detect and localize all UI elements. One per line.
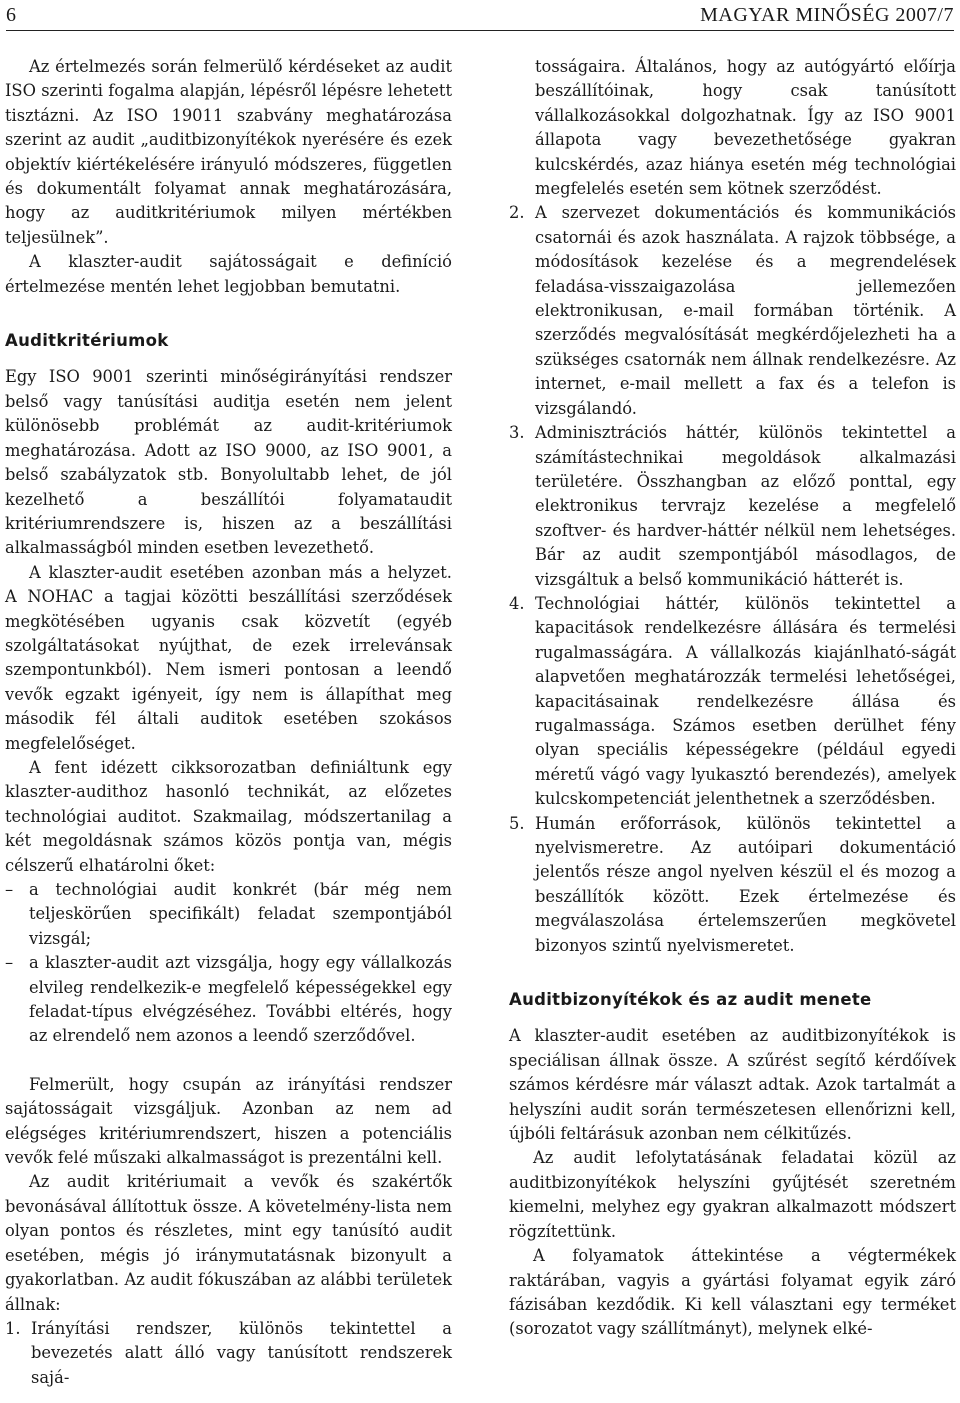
numbered-list-item [509,421,956,592]
list-number: 2. [509,203,525,223]
paragraph: A folyamatok áttekintése a végtermékek raktárában, vagyis a gyártási folyamat egyik záró fázisában kezdődik. Ki kell választani egy terméket (sorozatot vagy szállítmányt), melynek elké- [509,1246,956,1339]
list-item-text: Adminisztrációs háttér, különös tekintettel a számítástechnikai megoldások alkalmazási területére. Összhangban az előző ponttal, egy elektronikus tervrajz kezelése a megfelelő szoftver- és hardver-háttér nélkül nem lehetséges. Bár az audit szempontjából másodlagos, de vizsgáltuk a belső kommunikáció hátterét is. [535,423,956,589]
section-heading: Auditbizonyítékok és az audit menete [509,990,872,1010]
paragraph: A klaszter-audit esetében az auditbizonyítékok is speciálisan állnak össze. A szűrést segítő kérdőívek számos kérdésre már választ adtak. Azok tartalmát a helyszíni audit során természetesen ellenőrizni kell, újbóli feltárásuk azonban nem célkitűzés. [509,1026,956,1144]
list-item-text: Technológiai háttér, különös tekintettel a kapacitások rendelkezésre állására és termelési rugalmasságára. A vállalkozás kiajánlható-ságát alapvetően meghatározzák termelési lehetőségei, kapacitásainak rendelkezésre állása és rugalmassága. Számos esetben derülhet fény olyan speciális képességekre (például egyedi méretű vágó vagy lyukasztó berendezés), amelyek kulcskompetenciát jelenthetnek a szerződésben. [535,593,956,809]
list-item-text: Irányítási rendszer, különös tekintettel a bevezetés alatt álló vagy tanúsított rendszerek sajá- [31,1318,452,1387]
page-number: 6 [6,4,16,26]
list-item-text: A szervezet dokumentációs és kommunikációs csatornái és azok használata. A rajzok többsége, a módosítások kezelése és a megrendelések feladása-visszaigazolása jellemezően elektronikusan, e-mail formában történik. A szerződés megvalósítását megkérdőjelezheti ha a szükséges csatornák nem állnak rendelkezésre. Az internet, e-mail mellett a fax és a telefon is vizsgálandó. [535,203,956,418]
paragraph: Az audit kritériumait a vevők és szakértők bevonásával állítottuk össze. A követelmény-lista nem olyan pontos és részletes, mint egy tanúsító audit esetében, mégis jó iránymutatásnak bizonyult a gyakorlatban. Az audit fókuszában az alábbi területek állnak: [5,1172,452,1314]
dash-item-text: a technológiai audit konkrét (bár még nem teljeskörűen specifikált) feladat szempontjából vizsgál; [29,880,452,948]
section-heading: Auditkritériumok [5,331,169,351]
paragraph: Az értelmezés során felmerülő kérdéseket az audit ISO szerinti fogalma alapján, lépésről lépésre lehetett tisztázni. Az ISO 19011 szabvány meghatározása szerint az audit „auditbizonyítékok nyerésére és ezek objektív kiértékelésére irányuló módszeres, független és dokumentált folyamat annak meghatározására, hogy az auditkritériumok milyen mértékben teljesülnek”. [5,57,452,247]
paragraph: Egy ISO 9001 szerinti minőségirányítási rendszer belső vagy tanúsítási auditja esetén nem jelent különösebb problémát az audit-kritériumok meghatározása. Adott az ISO 9000, az ISO 9001, a belső szabályzatok stb. Bonyolultabb lehet, de jól kezelhető a beszállítói folyamataudit kritériumrendszere is, hiszen az a beszállítási alkalmasságból minden esetben levezethető. [5,367,452,558]
list-number: 5. [509,813,525,833]
paragraph: A klaszter-audit sajátosságait e definíció értelmezése mentén lehet legjobban bemutatni. [5,252,452,296]
list-number: 4. [509,593,525,613]
journal-title: MAGYAR MINŐSÉG 2007/7 [700,4,954,26]
right-column [509,55,956,1342]
list-number: 3. [509,423,525,443]
paragraph: Az audit lefolytatásának feladatai közül az auditbizonyítékok helyszíni gyűjtését szeretném kiemelni, melyhez egy gyakran alkalmazott módszert rögzítettünk. [509,1148,956,1241]
numbered-list-item [509,201,956,421]
list-item-continuation: tosságaira. Általános, hogy az autógyártó előírja beszállítóinak, hogy csak tanúsított vállalkozásokkal dolgozhatnak. Így az ISO 9001 állapota vagy bevezethetősége gyakran kulcskérdés, azaz hiánya esetén még technológiai megfelelés esetén sem kötnek szerződést. [535,57,956,199]
paragraph: A klaszter-audit esetében azonban más a helyzet. A NOHAC a tagjai közötti beszállítási szerződések megkötésében ugyanis csak közvetít (egyéb szolgáltatásokat nyújthat, de ezek irrelevánsak szempontunkból). Nem ismeri pontosan a leendő vevők egzakt igényeit, így nem is állapíthat meg második fél általi auditok esetében szokásos megfelelőséget. [5,562,452,753]
running-header [6,2,954,31]
numbered-list-item [5,1317,452,1390]
left-column [5,55,452,1390]
dash-marker: – [5,880,14,899]
numbered-list-item [509,812,956,958]
dash-marker: – [5,953,14,973]
list-item-text: Humán erőforrások, különös tekintettel a nyelvismeretre. Az autóipari dokumentáció jelentős része angol nyelven készül el és mozog a beszállítók között. Ezek értelmezése és megválaszolása értelemszerűen megkövetel bizonyos szintű nyelvismeretet. [535,813,956,955]
paragraph: A fent idézett cikksorozatban definiáltunk egy klaszter-audithoz hasonló technikát, az előzetes technológiai auditot. Szakmailag, módszertanilag a két megoldásnak számos közös pontja van, mégis célszerű elhatárolni őket: [5,757,452,875]
list-number: 1. [5,1318,21,1338]
dash-list-item [5,878,452,951]
paragraph: Felmerült, hogy csupán az irányítási rendszer sajátosságait vizsgáljuk. Azonban az nem ad elégséges kritériumrendszert, hiszen a potenciális vevők felé műszaki alkalmasságot is prezentálni kell. [5,1074,452,1168]
numbered-list-item [509,592,956,812]
dash-list-item [5,951,452,1049]
dash-item-text: a klaszter-audit azt vizsgálja, hogy egy vállalkozás elvileg rendelkezik-e megfelelő képességekkel egy feladat-típus elvégzéséhez. További eltérés, hogy az elrendelő nem azonos a leendő szerződővel. [29,953,452,1046]
